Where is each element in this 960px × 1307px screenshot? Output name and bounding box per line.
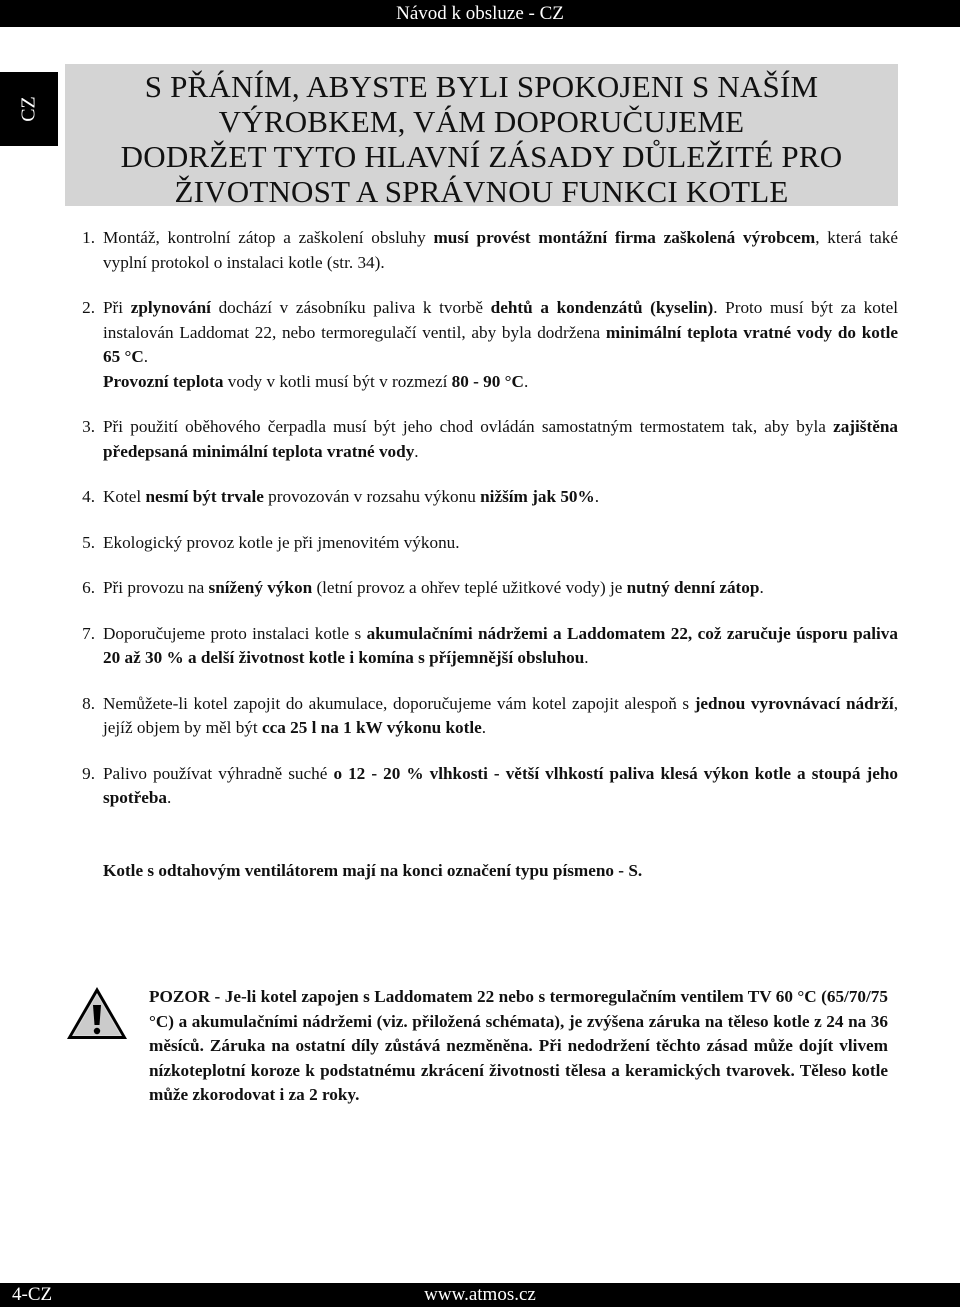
text-run: , která také vyplní protokol o instalaci kotle (str. 34).	[103, 228, 899, 272]
warning-triangle-icon	[65, 985, 129, 1041]
text-run: , jejíž objem by měl být	[103, 693, 898, 737]
list-item-number: 6.	[82, 578, 95, 597]
bold-text: snížený výkon	[208, 578, 313, 597]
heading-line: DODRŽET TYTO HLAVNÍ ZÁSADY DŮLEŽITÉ PRO	[120, 139, 843, 174]
warning-text: POZOR - Je-li kotel zapojen s Laddomatem 22 nebo s termoregulačním ventilem TV 60 °C (65/70/75 °C) a akumulačními nádržemi (viz. přiložená schémata), je zvýšena záruka na těleso kotle z 24 na 36 měsíců. Záruka na ostatní díly zůstává nezměněna. Při nedodržení těchto zásad může dojít vlivem nízkoteplotní koroze k podstatnému zkrácení životnosti tělesa a keramických tvarovek. Těleso kotle může zkorodovat i za 2 roky.	[149, 987, 888, 1104]
list-item-text	[103, 692, 898, 741]
website-url: www.atmos.cz	[424, 1284, 536, 1305]
text-run: .	[523, 371, 529, 391]
list-item	[62, 226, 898, 275]
bold-text: o 12 - 20 % vlhkosti - větší vlhkostí paliva klesá výkon kotle a stoupá jeho spotřeba	[103, 763, 898, 807]
list-item-number: 1.	[82, 228, 95, 247]
bold-text: zajištěna předepsaná minimální teplota vratné vody	[103, 417, 898, 461]
text-run: .	[594, 487, 599, 506]
footer-bar	[0, 1283, 960, 1307]
page-number: 4-CZ	[12, 1284, 53, 1305]
heading-line: S PŘÁNÍM, ABYSTE BYLI SPOKOJENI S NAŠÍM	[144, 69, 819, 104]
bold-text: nesmí být trvale	[145, 487, 264, 506]
list-item-text	[103, 576, 898, 601]
text-run: dochází v zásobníku paliva k tvorbě	[210, 298, 491, 317]
bold-text: 80 - 90 °C	[451, 371, 524, 391]
list-item-number: 4.	[82, 487, 95, 506]
text-run: .	[143, 347, 149, 366]
list-item	[62, 485, 898, 510]
text-run: .	[584, 648, 589, 667]
text-run: Montáž, kontrolní zátop a zaškolení obsluhy	[103, 228, 434, 247]
bold-text: dehtů a kondenzátů (kyselin)	[490, 298, 714, 317]
list-item-number: 8.	[82, 693, 95, 713]
list-item-text	[103, 226, 898, 275]
list-item	[62, 415, 898, 464]
text-run: Kotel	[103, 487, 146, 506]
list-item-number: 3.	[82, 417, 95, 436]
bold-text: minimální teplota vratné vody do kotle 65 °C	[103, 322, 898, 366]
text-run: .	[759, 578, 764, 597]
bold-text: musí provést montážní firma zaškolená výrobcem	[433, 228, 816, 247]
bold-text: Provozní teplota	[103, 371, 224, 391]
text-run: vody v kotli musí být v rozmezí	[223, 371, 452, 391]
list-item	[62, 622, 898, 671]
list-item	[62, 762, 898, 811]
list-item-number: 2.	[82, 298, 95, 317]
list-item-number: 7.	[82, 623, 95, 643]
bold-text: nižším jak 50%	[480, 487, 595, 506]
fan-note: Kotle s odtahovým ventilátorem mají na konci označení typu písmeno - S.	[103, 861, 643, 880]
bold-text: akumulačními nádržemi a Laddomatem 22, což zaručuje úsporu paliva 20 až 30 % a delší životnost kotle i komína s příjemnější obsluhou	[103, 623, 898, 667]
list-item-text	[103, 762, 898, 811]
bold-text: nutný denní zátop	[626, 578, 760, 597]
bold-text: cca 25 l na 1 kW výkonu kotle	[261, 718, 482, 737]
text-run: (letní provoz a ohřev teplé užitkové vody) je	[312, 578, 627, 597]
list-item-text	[103, 531, 898, 556]
text-run: Při	[103, 298, 131, 317]
header-bar	[0, 0, 960, 27]
text-run: Ekologický provoz kotle je při jmenovitém výkonu.	[103, 532, 460, 552]
text-run: Doporučujeme proto instalaci kotle s	[103, 623, 367, 643]
header-title: Návod k obsluze - CZ	[396, 3, 564, 24]
list-item	[62, 531, 898, 556]
text-run: Palivo používat výhradně suché	[103, 763, 334, 783]
language-tab-label: CZ	[17, 96, 40, 122]
bold-text: zplynování	[130, 298, 211, 317]
heading-line: VÝROBKEM, VÁM DOPORUČUJEME	[218, 104, 745, 139]
list-item-text	[103, 485, 898, 510]
list-item-number: 9.	[82, 763, 95, 783]
text-run: . Proto musí být za kotel instalován Laddomat 22, nebo termoregulačí ventil, aby byla dodržena	[103, 298, 898, 342]
list-item	[62, 576, 898, 601]
list-item	[62, 296, 898, 394]
text-run: Nemůžete-li kotel zapojit do akumulace, doporučujeme vám kotel zapojit alespoň s	[103, 693, 695, 713]
text-run: provozován v rozsahu výkonu	[263, 487, 481, 506]
rules-list	[62, 226, 898, 832]
text-run: .	[414, 441, 419, 461]
heading-line: ŽIVOTNOST A SPRÁVNOU FUNKCI KOTLE	[174, 174, 789, 209]
list-item-number: 5.	[82, 532, 95, 552]
list-item-text	[103, 622, 898, 671]
bold-text: jednou vyrovnávací nádrží	[694, 693, 894, 713]
text-run: .	[481, 718, 487, 737]
text-run: .	[166, 788, 172, 807]
text-run: Při použití oběhového čerpadla musí být jeho chod ovládán samostatným termostatem tak, aby byla	[103, 417, 834, 436]
main-heading	[65, 64, 898, 209]
list-item-text	[103, 415, 898, 464]
list-item-text	[103, 296, 898, 394]
language-tab	[0, 72, 58, 146]
text-run: Při provozu na	[103, 578, 209, 597]
list-item	[62, 692, 898, 741]
